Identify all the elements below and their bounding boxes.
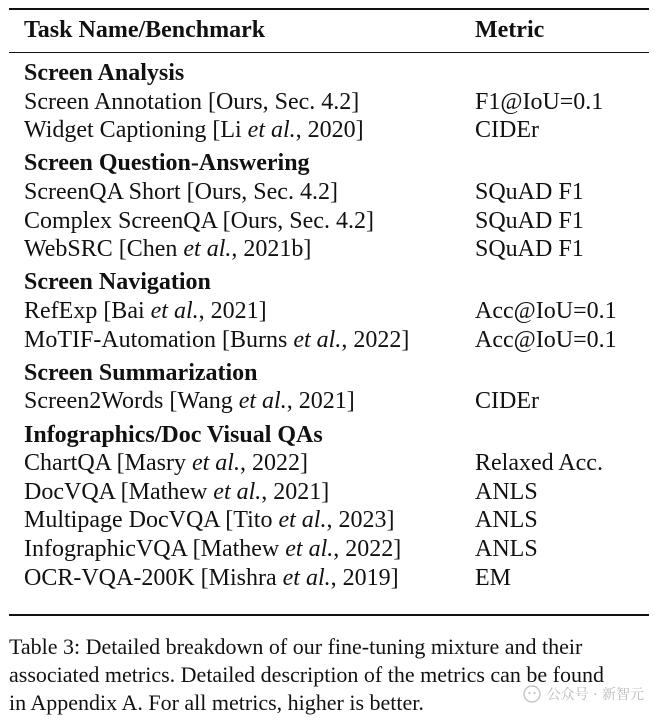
task-name [24,449,308,477]
task-name-citation: , 2022] [239,450,308,477]
task-name-citation: , 2019] [330,564,399,591]
task-name-etal: et al. [183,236,232,263]
metric-name: Acc@IoU=0.1 [475,298,617,324]
caption-line: Table 3: Detailed breakdown of our fine-tuning mixture and their [9,634,583,659]
section-title: Screen Summarization [24,359,258,386]
caption-line: in Appendix A. For all metrics, higher is better. [9,690,424,715]
task-name-text: MoTIF-Automation [Burns [24,326,294,353]
table-row [0,297,660,325]
watermark [523,684,644,704]
watermark-text: 公众号 · 新智元 [546,687,644,703]
table-bottom-rule [9,614,649,616]
metric-name: F1@IoU=0.1 [475,88,604,115]
task-name [24,297,267,325]
section-title: Infographics/Doc Visual QAs [24,421,323,448]
table-caption [9,633,654,717]
task-name-citation: , 2021] [286,388,355,415]
task-name-text: WebSRC [Chen [24,236,184,263]
table-top-rule [9,8,649,10]
task-name-text: RefExp [Bai [24,298,151,324]
table-row [0,506,660,534]
task-name [24,326,409,354]
task-name-text: Widget Captioning [Li [24,117,248,144]
caption-line: associated metrics. Detailed description of the metrics can be found [9,662,605,687]
table-row [0,478,660,506]
table-row [0,326,660,354]
section-header-row [0,359,660,387]
task-name [24,506,394,534]
task-name-text: Screen Annotation [Ours, Sec. 4.2] [24,88,360,115]
task-name-citation: , 2023] [326,507,395,534]
task-name [24,207,374,235]
task-name-etal: et al. [191,450,240,477]
section-header-row [0,268,660,296]
metric-name: SQuAD F1 [475,236,584,263]
metric-name: ANLS [475,536,538,562]
task-name-etal: et al. [285,536,334,562]
task-name [24,387,355,415]
task-name-citation: , 2022] [333,536,402,562]
task-name-etal: et al. [150,298,199,324]
table-row [0,88,660,116]
section-title: Screen Question-Answering [24,150,310,177]
metric-name: Relaxed Acc. [475,450,603,477]
task-name-citation: , 2021b] [231,236,312,263]
wechat-icon [523,685,541,703]
task-name-text: InfographicVQA [Mathew [24,536,286,562]
task-name-text: ScreenQA Short [Ours, Sec. 4.2] [24,179,338,205]
task-name [24,535,401,563]
metric-name: EM [475,564,511,591]
table-row [0,535,660,563]
metric-name: SQuAD F1 [475,179,584,205]
task-name-citation: , 2020] [295,117,364,144]
task-name [24,564,399,592]
section-header-row [0,149,660,177]
header-task: Task Name/Benchmark [24,17,266,43]
task-name-etal: et al. [282,564,331,591]
task-name-citation: , 2021] [261,478,330,505]
table-row [0,235,660,263]
task-name [24,116,364,144]
table-header-row [0,16,660,44]
task-name-etal: et al. [278,507,327,534]
section-title: Screen Analysis [24,60,185,86]
task-name-text: Screen2Words [Wang [24,388,239,415]
table-row [0,116,660,144]
task-name-text: Multipage DocVQA [Tito [24,507,279,534]
task-name-etal: et al. [247,117,296,144]
table-row [0,387,660,415]
header-metric: Metric [475,17,545,43]
task-name-text: OCR-VQA-200K [Mishra [24,564,283,591]
metric-name: ANLS [475,478,538,505]
task-name-etal: et al. [238,388,287,415]
metric-name: SQuAD F1 [475,207,584,234]
task-name-etal: et al. [293,326,342,353]
section-header-row [0,421,660,449]
task-name-etal: et al. [213,478,262,505]
metric-name: Acc@IoU=0.1 [475,326,617,353]
task-name-text: ChartQA [Masry [24,450,192,477]
section-title: Screen Navigation [24,269,211,296]
section-header-row [0,59,660,87]
table-row [0,564,660,592]
task-name [24,235,311,263]
task-name-text: DocVQA [Mathew [24,478,214,505]
task-name [24,178,338,206]
table-row [0,207,660,235]
table-row [0,178,660,206]
task-name-citation: , 2022] [341,326,410,353]
task-name [24,478,329,506]
table-row [0,449,660,477]
task-name-citation: , 2021] [198,298,267,324]
task-name-text: Complex ScreenQA [Ours, Sec. 4.2] [24,207,374,234]
metric-name: CIDEr [475,388,539,415]
metric-name: CIDEr [475,117,539,144]
task-name [24,88,359,116]
table-header-rule [9,52,649,53]
metric-name: ANLS [475,507,538,534]
